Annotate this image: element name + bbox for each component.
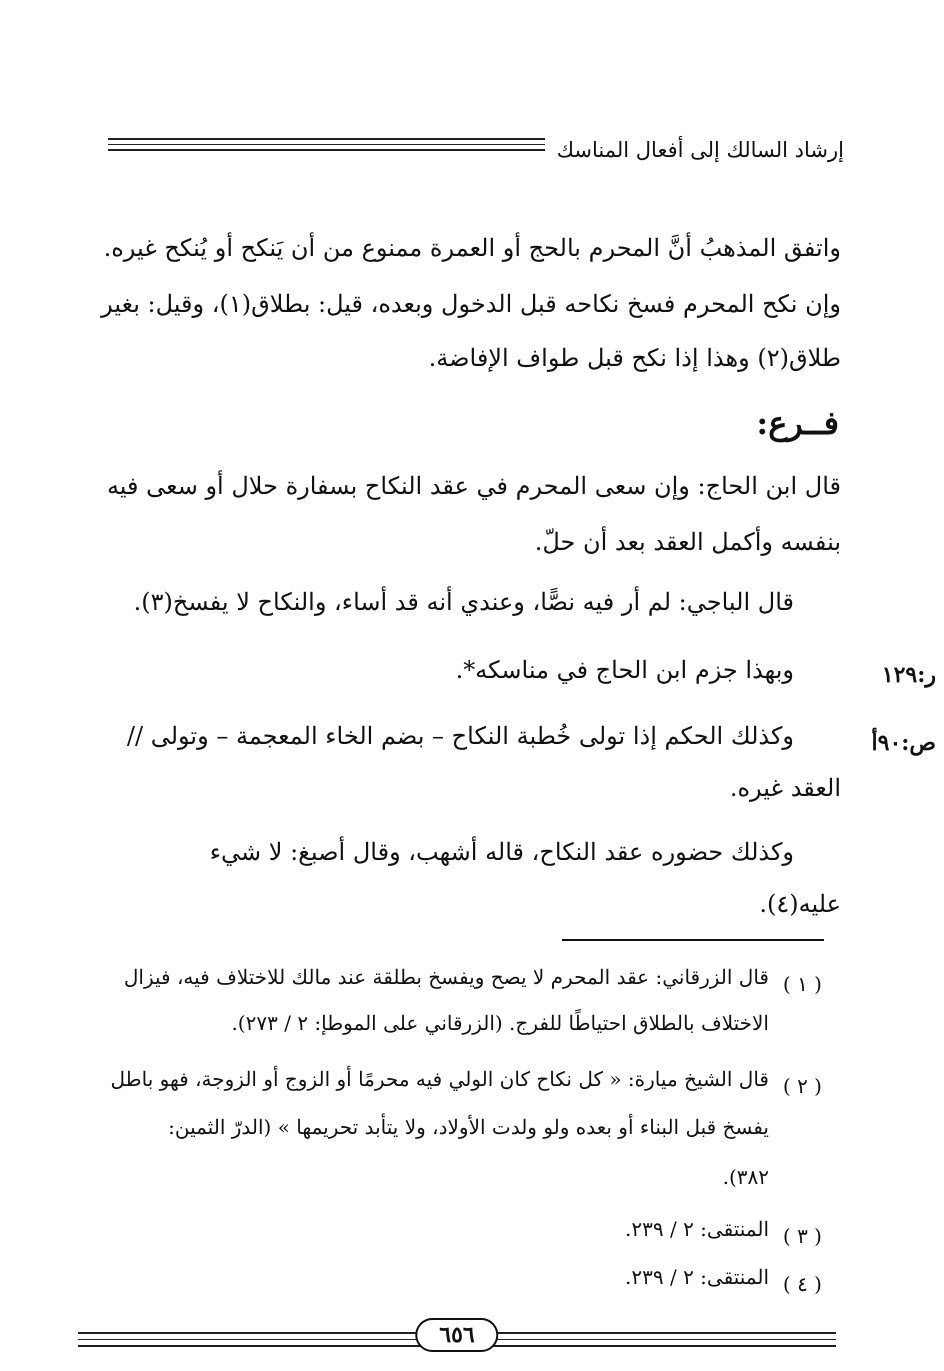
para3-line: قال الباجي: لم أر فيه نصًّا، وعندي أنه قد أساء، والنكاح لا يفسخ(٣). (133, 588, 794, 616)
header-rule (108, 138, 594, 155)
para6-line1: وكذلك حضوره عقد النكاح، قاله أشهب، وقال أصبغ: لا شيء (209, 838, 794, 866)
footnote-number: ( ٣ ) (782, 1224, 822, 1248)
para6-line2: عليه(٤). (759, 890, 841, 918)
footnote-3-line1: المنتقى: ٢ / ٢٣٩. (625, 1217, 769, 1241)
footnote-2-line3: ٣٨٢). (722, 1165, 769, 1189)
running-header (108, 128, 844, 164)
footnote-1-line1: قال الزرقاني: عقد المحرم لا يصح ويفسخ بطلقة عند مالك للاختلاف فيه، فيزال (123, 965, 769, 989)
header-title: إرشاد السالك إلى أفعال المناسك (545, 138, 844, 162)
para4-line: وبهذا جزم ابن الحاج في مناسكه*. (455, 656, 794, 684)
page-number: ٦٥٦ (415, 1318, 498, 1352)
para1-line2: وإن نكح المحرم فسخ نكاحه قبل الدخول وبعده، قيل: بطلاق(١)، وقيل: بغير (101, 290, 841, 318)
footnote-4-line1: المنتقى: ٢ / ٢٣٩. (625, 1265, 769, 1289)
footnote-number: ( ١ ) (782, 972, 822, 996)
footnote-1-line2: الاختلاف بالطلاق احتياطًا للفرج. (الزرقاني على الموطإ: ٢ / ٢٧٣). (231, 1011, 769, 1035)
section-heading: فــرع: (756, 404, 839, 442)
para5-line1: وكذلك الحكم إذا تولى خُطبة النكاح – بضم الخاء المعجمة – وتولى // (126, 722, 794, 750)
footnote-2-line2: يفسخ قبل البناء أو بعده ولو ولدت الأولاد، ولا يتأبد تحريمها » (الدرّ الثمين: (168, 1115, 769, 1139)
footnote-number: ( ٢ ) (782, 1074, 822, 1098)
footnote-number: ( ٤ ) (782, 1272, 822, 1296)
footnote-2-line1: قال الشيخ ميارة: « كل نكاح كان الولي فيه محرمًا أو الزوج أو الزوجة، فهو باطل (110, 1067, 769, 1091)
page-footer (78, 1318, 836, 1358)
para1-line1: واتفق المذهبُ أنَّ المحرم بالحج أو العمرة ممنوع من أن يَنكح أو يُنكح غيره. (103, 234, 841, 262)
para2-line1: قال ابن الحاج: وإن سعى المحرم في عقد النكاح بسفارة حلال أو سعى فيه (106, 472, 841, 500)
para2-line2: بنفسه وأكمل العقد بعد أن حلّ. (534, 528, 841, 556)
margin-note-1: ر:١٢٩ (881, 662, 936, 688)
para5-line2: العقد غيره. (729, 774, 841, 802)
para1-line3: طلاق(٢) وهذا إذا نكح قبل طواف الإفاضة. (428, 344, 841, 372)
footnote-rule (562, 939, 824, 941)
margin-note-2: ص:٩٠أ (871, 730, 936, 756)
